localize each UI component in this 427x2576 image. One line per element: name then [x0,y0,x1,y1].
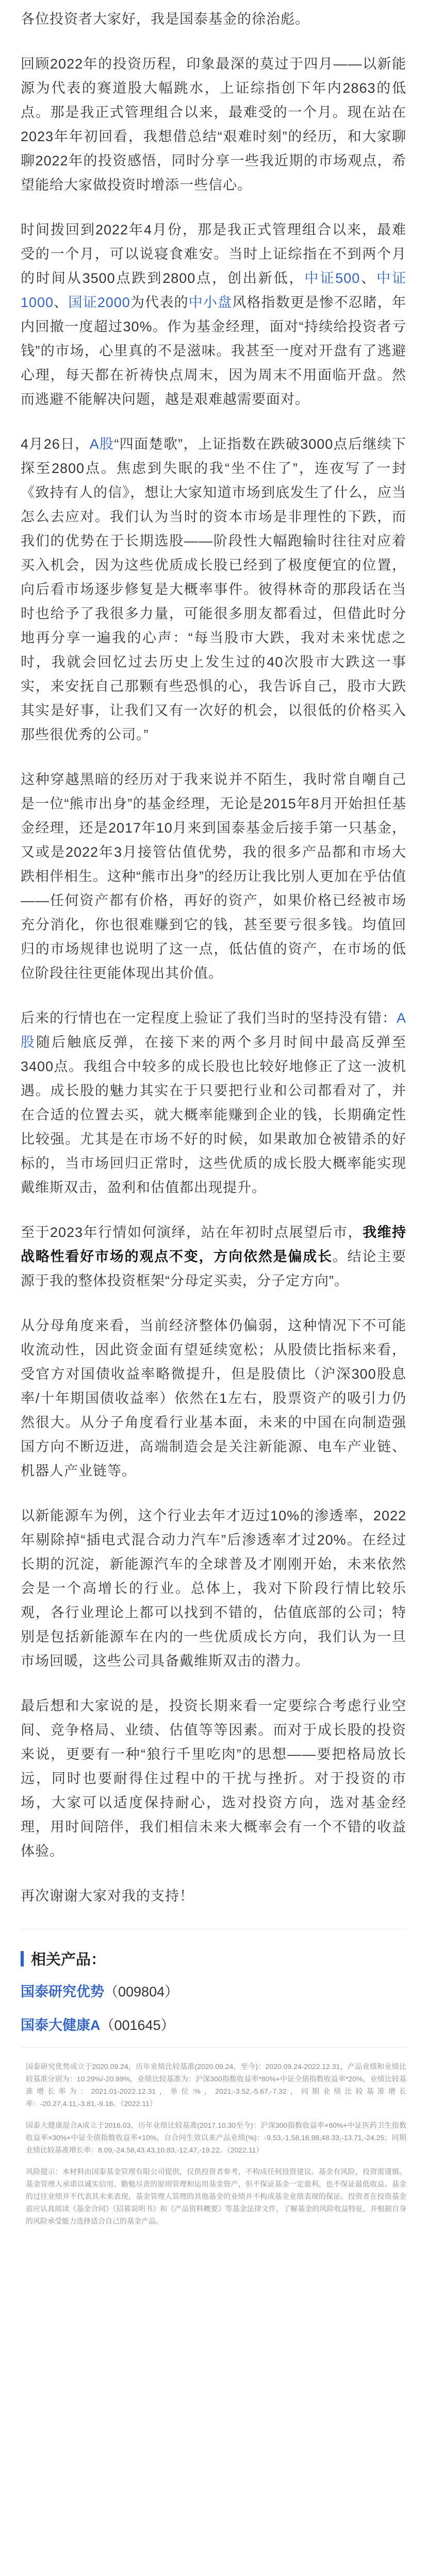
outlook-paragraph: 至于2023年行情如何演绎，站在年初时点展望后市，我维持战略性看好市场的观点不变，方向依然是偏成长。结论主要源于我的整体投资框架“分母定买卖，分子定方向”。 [21,1225,407,1289]
a-share-link[interactable]: A股 [89,436,114,452]
index-link[interactable]: 国证2000 [68,295,130,310]
product-name: 国泰研究优势 [21,1984,104,1999]
performance-note-health: 国泰大健康混合A成立于2016.03，历年业绩比较基准(2017.10.30至今)：沪深300指数收益率×60%+中证医药卫生指数收益率×30%+中证全债指数收益率×10%，自合同生效以来产品业绩(%)：-9.53,-1.58,16.98,48.33,-13.71,-24.25；同期业绩比较基准增长率：8.09,-24.58,43.43,10.83,-12.47,-19.22。（2022.11） [26,2121,406,2154]
letter-paragraph: 4月26日，A股“四面楚歌”，上证指数在跌破3000点后继续下探至2800点。焦虑到失眠的我“坐不住了”，连夜写了一封《致持有人的信》，想让大家知道市场到底发生了什么，应当怎么去应对。我们认为当时的资本市场是非理性的下跌，而我们的优势在于长期选股——阶段性大幅跑输时往往对应着买入机会，因为这些优质成长股已经到了极度便宜的位置，向后看市场逐步修复是大概率事件。彼得林奇的那段话在当时也给予了我很多力量，可能很多朋友都看过，但借此时分地再分享一遍我的心声：“每当股市大跌，我对未来忧虑之时，我就会回忆过去历史上发生过的40次股市大跌这一事实，来安抚自己那颗有些恐惧的心，我告诉自己，股市大跌其实是好事，让我们又有一次好的机会，以很低的价格买入那些很优秀的公司。” [21,436,407,742]
rebound-paragraph: 后来的行情也在一定程度上验证了我们当时的坚持没有错：A股随后触底反弹，在接下来的两个多月时间中最高反弹至3400点。我组合中较多的成长股也比较好地修正了这一波机遇。成长股的魅力其实在于只要把行业和公司都看对了，并在合适的位置去买，就大概率能赚到企业的钱，长期确定性比较强。尤其是在市场不好的时候，如果敢加仓被错杀的好标的，当市场回归正常时，这些优质的成长股大概率能实现戴维斯双击，盈利和估值都出现提升。 [21,1010,406,1195]
divider [21,2047,406,2048]
section-bar-icon [21,1951,24,1967]
performance-note-research: 国泰研究优势成立于2020.09.24，历年业绩比较基准(2020.09.24，至今)：2020.09.24-2022.12.31，产品业绩和业绩比较基准分别为：10.29%/-20.99%，业绩比较基准为：沪深300指数收益率*80%+中证全债指数收益率*20%，业绩比较基准增长率为：2021.01-2022.12.31，单位:%，2021:-3.52,-5.67,-7.32，同期业绩比较基准增长率：-20.27,4.11,-3.81,-9.16。（2022.11） [26,2062,406,2108]
a-share-link[interactable]: A股 [21,1010,406,1050]
april-review-paragraph: 时间拨回到2022年4月份，那是我正式管理组合以来，最难受的一个月，可以说寝食难安。当时上证综指在不到两个月的时间从3500点跌到2800点，创出新低，中证500、中证1000、国证2000为代表的中小盘风格指数更是惨不忍睹，年内回撤一度超过30%。作为基金经理，面对“持续给投资者亏钱”的市场，心里真的不是滋味。我甚至一度对开盘有了逃避心理，每天都在祈祷快点周末，因为周末不用面临开盘。然而逃避不能解决问题，越是艰难越需要面对。 [21,222,407,407]
greeting-paragraph: 各位投资者大家好，我是国泰基金的徐治彪。 [21,11,309,27]
index-link[interactable]: 中证1000 [21,270,406,310]
product-name: 国泰大健康A [21,2018,101,2033]
product-link-research[interactable] [21,1980,406,2001]
thanks-paragraph: 再次谢谢大家对我的支持！ [21,1888,194,1904]
related-products-title: 相关产品： [31,1952,106,1968]
product-code: （001645） [100,2018,175,2033]
risk-disclaimer: 风险提示：本材料由国泰基金管理有限公司提供，仅供投资者参考，不构成任何投资建议。基金有风险，投资需谨慎。基金管理人承诺以诚实信用、勤勉尽责的原则管理和运用基金资产，但不保证基金一定盈利，也不保证最低收益。基金的过往业绩并不代表其未来表现，基金管理人管理的其他基金的业绩并不构成基金业绩表现的保证。投资者在投资基金前应认真阅读《基金合同》《招募说明书》和《产品资料概要》等基金法律文件，了解基金的风险收益特征，并根据自身的风险承受能力选择适合自己的基金产品。 [26,2167,406,2225]
product-link-health[interactable] [21,2014,406,2034]
related-products-heading [21,1948,406,1969]
ev-paragraph: 以新能源车为例，这个行业去年才迈过10%的渗透率，2022年剔除掉“插电式混合动力汽车”后渗透率才过20%。在经过长期的沉淀，新能源汽车的全球普及才刚刚开始，未来依然会是一个高增长的行业。总体上，我对下阶段行情比较乐观，各行业理论上都可以找到不错的，估值底部的公司；特别是包括新能源车在内的一些优质成长方向，我们认为一旦市场回暖，这些公司具备戴维斯双击的潜力。 [21,1508,406,1669]
intro-paragraph: 回顾2022年的投资历程，印象最深的莫过于四月——以新能源为代表的赛道股大幅跳水，上证综指创下年内2863的低点。那是我正式管理组合以来，最难受的一个月。现在站在2023年年初回看，我想借总结“艰难时刻”的经历，和大家聊聊2022年的投资感悟，同时分享一些我近期的市场观点，希望能给大家做投资时增添一些信心。 [21,56,406,193]
denominator-paragraph: 从分母角度来看，当前经济整体仍偏弱，这种情况下不可能收流动性，因此资金面有望延续宽松；从股债比指标来看，受官方对国债收益率略微提升，但是股债比（沪深300股息率/十年期国债收益率）依然在1左右，股票资产的吸引力仍然很大。从分子角度看行业基本面，未来的中国在向制造强国方向不断迈进，高端制造会是关注新能源、电车产业链、机器人产业链等。 [21,1318,406,1479]
bear-market-paragraph: 这种穿越黑暗的经历对于我来说并不陌生，我时常自嘲自己是一位“熊市出身”的基金经理，无论是2015年8月开始担任基金经理，还是2017年10月来到国泰基金后接手第一只基金，又或是2022年3月接管估值优势，我的很多产品都和市场大跌相伴相生。这种“熊市出身”的经历让我比别人更加在乎估值——任何资产都有价格，再好的资产，如果价格已经被市场充分消化，你也很难赚到它的钱，甚至要亏很多钱。均值回归的市场规律也说明了这一点，低估值的资产，在市场的低位阶段往往更能体现出其价值。 [21,772,406,981]
index-link[interactable]: 中小盘 [188,295,233,310]
product-code: （009804） [104,1984,179,1999]
closing-paragraph: 最后想和大家说的是，投资长期来看一定要综合考虑行业空间、竞争格局、业绩、估值等等因素。而对于成长股的投资来说，更要有一种“狼行千里吃肉”的思想——要把格局放长远，同时也要耐得住过程中的干扰与挫折。对于投资的市场，大家可以适度保持耐心，选对投资方向，选对基金经理，用时间陪伴，我们相信未来大概率会有一个不错的收益体验。 [21,1698,406,1859]
key-view-text: 我维持战略性看好市场的观点不变，方向依然是偏成长 [21,1225,406,1264]
index-link[interactable]: 中证500 [304,270,360,286]
